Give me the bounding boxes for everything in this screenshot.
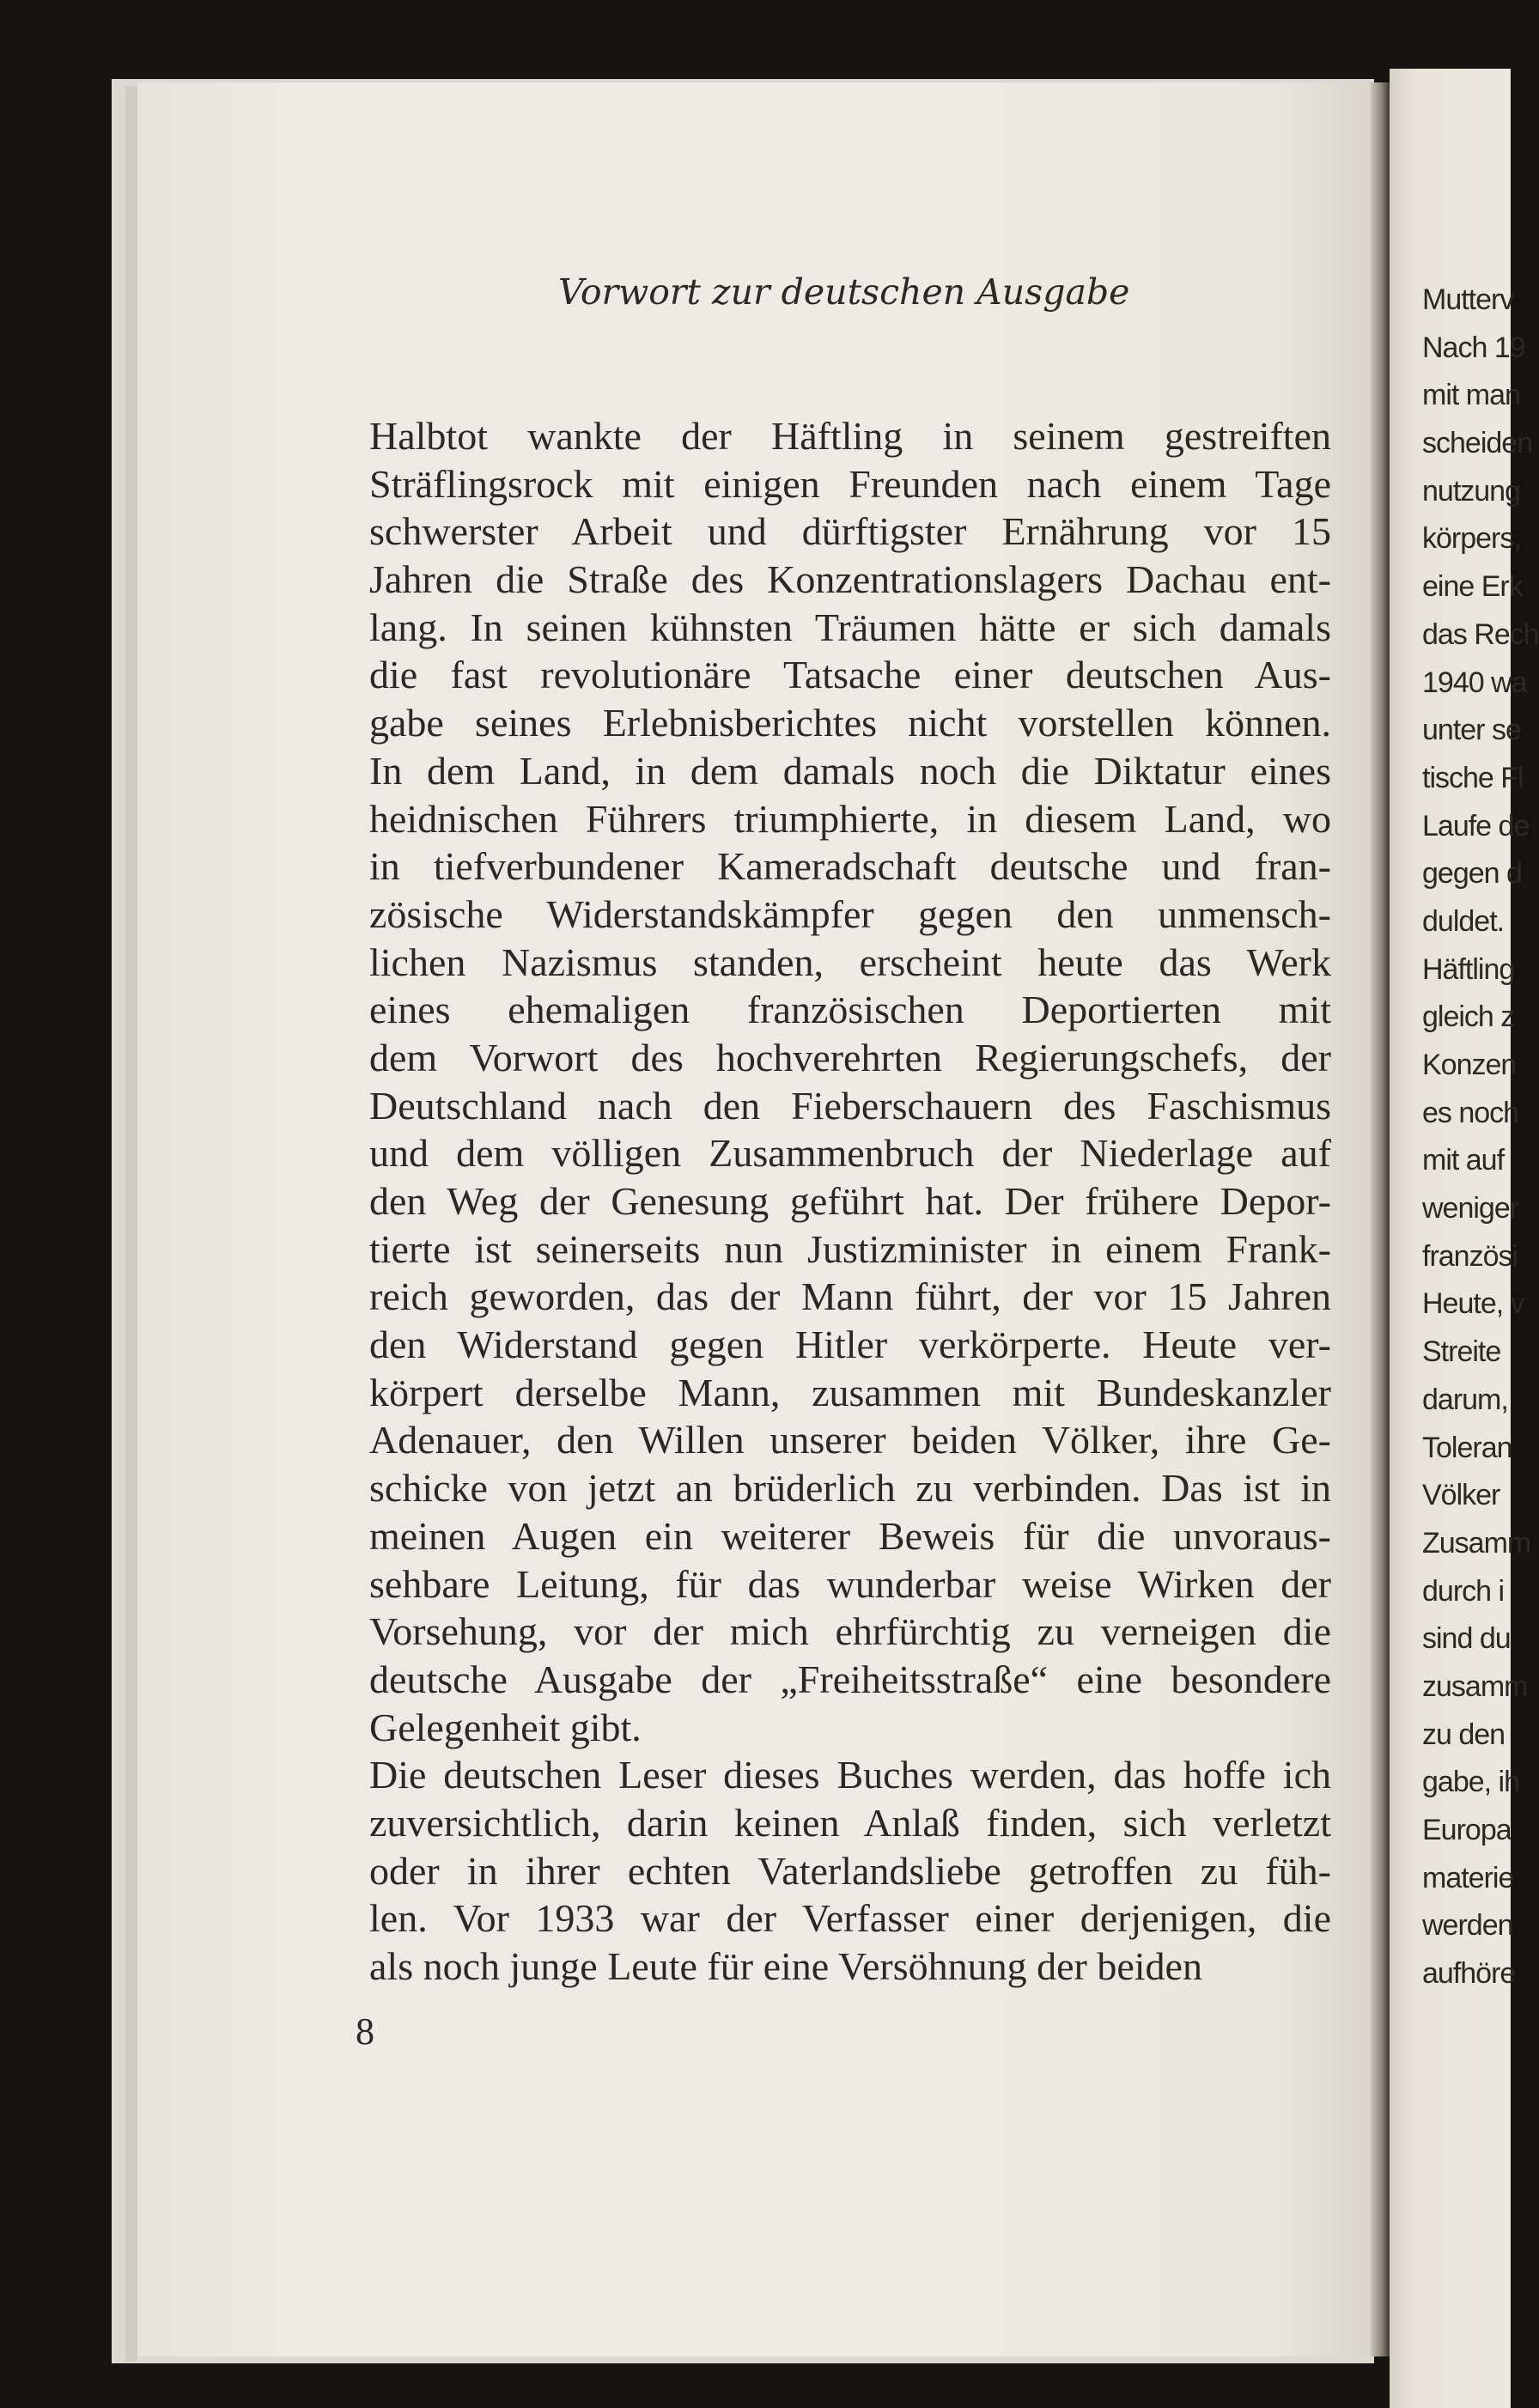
facing-page-line: mit auf — [1422, 1144, 1505, 1177]
facing-page-line: gabe, ih — [1422, 1766, 1519, 1799]
facing-page-line: körpers, — [1422, 522, 1521, 556]
body-line: sehbare Leitung, für das wunderbar weise Wirken der — [369, 1561, 1331, 1606]
body-line: den Weg der Genesung geführt hat. Der frühere Depor- — [369, 1179, 1331, 1223]
facing-page-line: es noch — [1422, 1096, 1519, 1129]
facing-page-line: zusamm — [1422, 1669, 1528, 1703]
facing-page-line: duldet. — [1422, 904, 1505, 938]
body-line: Gelegenheit gibt. — [369, 1705, 642, 1749]
facing-page-line: werden — [1422, 1909, 1513, 1943]
facing-page-line: Streite — [1422, 1335, 1501, 1369]
facing-page-line: französi — [1422, 1239, 1518, 1273]
facing-page-line: tische Fl — [1422, 761, 1524, 794]
body-line: zösische Widerstandskämpfer gegen den unmensch- — [369, 891, 1331, 936]
body-line: lang. In seinen kühnsten Träumen hätte er sich damals — [369, 605, 1331, 649]
facing-page-line: mit man — [1422, 379, 1520, 412]
body-line: als noch junge Leute für eine Versöhnung der beiden — [369, 1944, 1202, 1988]
body-line: Deutschland nach den Fieberschauern des Faschismus — [369, 1083, 1331, 1128]
book-gutter — [1371, 82, 1390, 2356]
body-line: den Widerstand gegen Hitler verkörperte. Heute ver- — [369, 1323, 1331, 1367]
running-head: Vorwort zur deutschen Ausgabe — [558, 271, 1130, 313]
facing-page-line: unter se — [1422, 714, 1521, 747]
body-line: die fast revolutionäre Tatsache einer deutschen Aus- — [369, 653, 1331, 697]
body-line: und dem völligen Zusammenbruch der Niederlage auf — [369, 1131, 1331, 1176]
facing-page-line: nutzung — [1422, 474, 1520, 508]
body-line: dem Vorwort des hochverehrten Regierungschefs, der — [369, 1035, 1331, 1079]
facing-page-line: das Rech — [1422, 617, 1539, 651]
facing-page-line: Völker — [1422, 1479, 1500, 1512]
facing-page-line: Zusamm — [1422, 1526, 1531, 1560]
facing-page-line: Konzen — [1422, 1049, 1517, 1081]
body-line: len. Vor 1933 war der Verfasser einer derjenigen, die — [369, 1896, 1331, 1941]
body-line: schicke von jetzt an brüderlich zu verbinden. Das ist in — [369, 1466, 1331, 1511]
body-line: heidnischen Führers triumphierte, in diesem Land, wo — [369, 796, 1331, 841]
facing-page-line: Nach 19 — [1422, 331, 1525, 364]
body-line: reich geworden, das der Mann führt, der vor 15 Jahren — [369, 1274, 1331, 1319]
facing-page-text — [1422, 283, 1539, 2005]
body-line: In dem Land, in dem damals noch die Diktatur eines — [369, 748, 1331, 793]
body-line: tierte ist seinerseits nun Justizminister in einem Frank- — [369, 1226, 1331, 1271]
body-line: körpert derselbe Mann, zusammen mit Bundeskanzler — [369, 1370, 1331, 1414]
body-line: lichen Nazismus standen, erscheint heute das Werk — [369, 939, 1331, 984]
body-text — [369, 412, 1331, 1991]
facing-page-line: Mutterv — [1422, 283, 1514, 316]
body-line: Jahren die Straße des Konzentrationslagers Dachau ent- — [369, 557, 1331, 602]
facing-page-line: darum, — [1422, 1383, 1508, 1416]
facing-page-line: zu den — [1422, 1718, 1506, 1751]
body-line: eines ehemaligen französischen Deportierten mit — [369, 988, 1331, 1032]
body-line: meinen Augen ein weiterer Beweis für die unvoraus- — [369, 1513, 1331, 1558]
body-line: Sträflingsrock mit einigen Freunden nach einem Tage — [369, 461, 1331, 506]
facing-page-line: Europa — [1422, 1814, 1512, 1846]
facing-page-line: Häftling — [1422, 952, 1515, 986]
facing-page-line: aufhöre — [1422, 1957, 1516, 1991]
body-line: deutsche Ausgabe der „Freiheitsstraße“ eine besondere — [369, 1657, 1331, 1701]
underlying-page-edge-inner — [125, 86, 137, 2362]
body-line: gabe seines Erlebnisberichtes nicht vorstellen können. — [369, 701, 1331, 745]
facing-page-line: durch i — [1422, 1574, 1505, 1608]
body-line: Adenauer, den Willen unserer beiden Völker, ihre Ge- — [369, 1418, 1331, 1462]
body-line: Vorsehung, vor der mich ehrfürchtig zu verneigen die — [369, 1609, 1331, 1654]
body-line: Die deutschen Leser dieses Buches werden, das hoffe ich — [369, 1753, 1331, 1797]
facing-page-line: weniger — [1422, 1192, 1519, 1225]
facing-page-line: gegen d — [1422, 857, 1522, 891]
body-line: schwerster Arbeit und dürftigster Ernährung vor 15 — [369, 509, 1331, 554]
facing-page-line: eine Erk — [1422, 570, 1523, 604]
facing-page-line: Laufe de — [1422, 809, 1530, 842]
facing-page-line: materie — [1422, 1861, 1514, 1894]
facing-page-line: Toleran — [1422, 1431, 1512, 1464]
body-line: in tiefverbundener Kameradschaft deutsche und fran- — [369, 844, 1331, 889]
body-line: oder in ihrer echten Vaterlandsliebe getroffen zu füh- — [369, 1848, 1331, 1893]
facing-page-line: scheiden — [1422, 427, 1533, 460]
facing-page — [1390, 69, 1539, 2408]
facing-page-line: sind du — [1422, 1622, 1511, 1656]
body-line: zuversichtlich, darin keinen Anlaß finden, sich verletzt — [369, 1800, 1331, 1845]
body-line: Halbtot wankte der Häftling in seinem gestreiften — [369, 414, 1331, 458]
facing-page-line: gleich z — [1422, 1000, 1515, 1034]
facing-page-line: Heute, v — [1422, 1287, 1524, 1321]
page-number: 8 — [356, 2010, 374, 2052]
facing-page-line: 1940 wa — [1422, 666, 1527, 699]
